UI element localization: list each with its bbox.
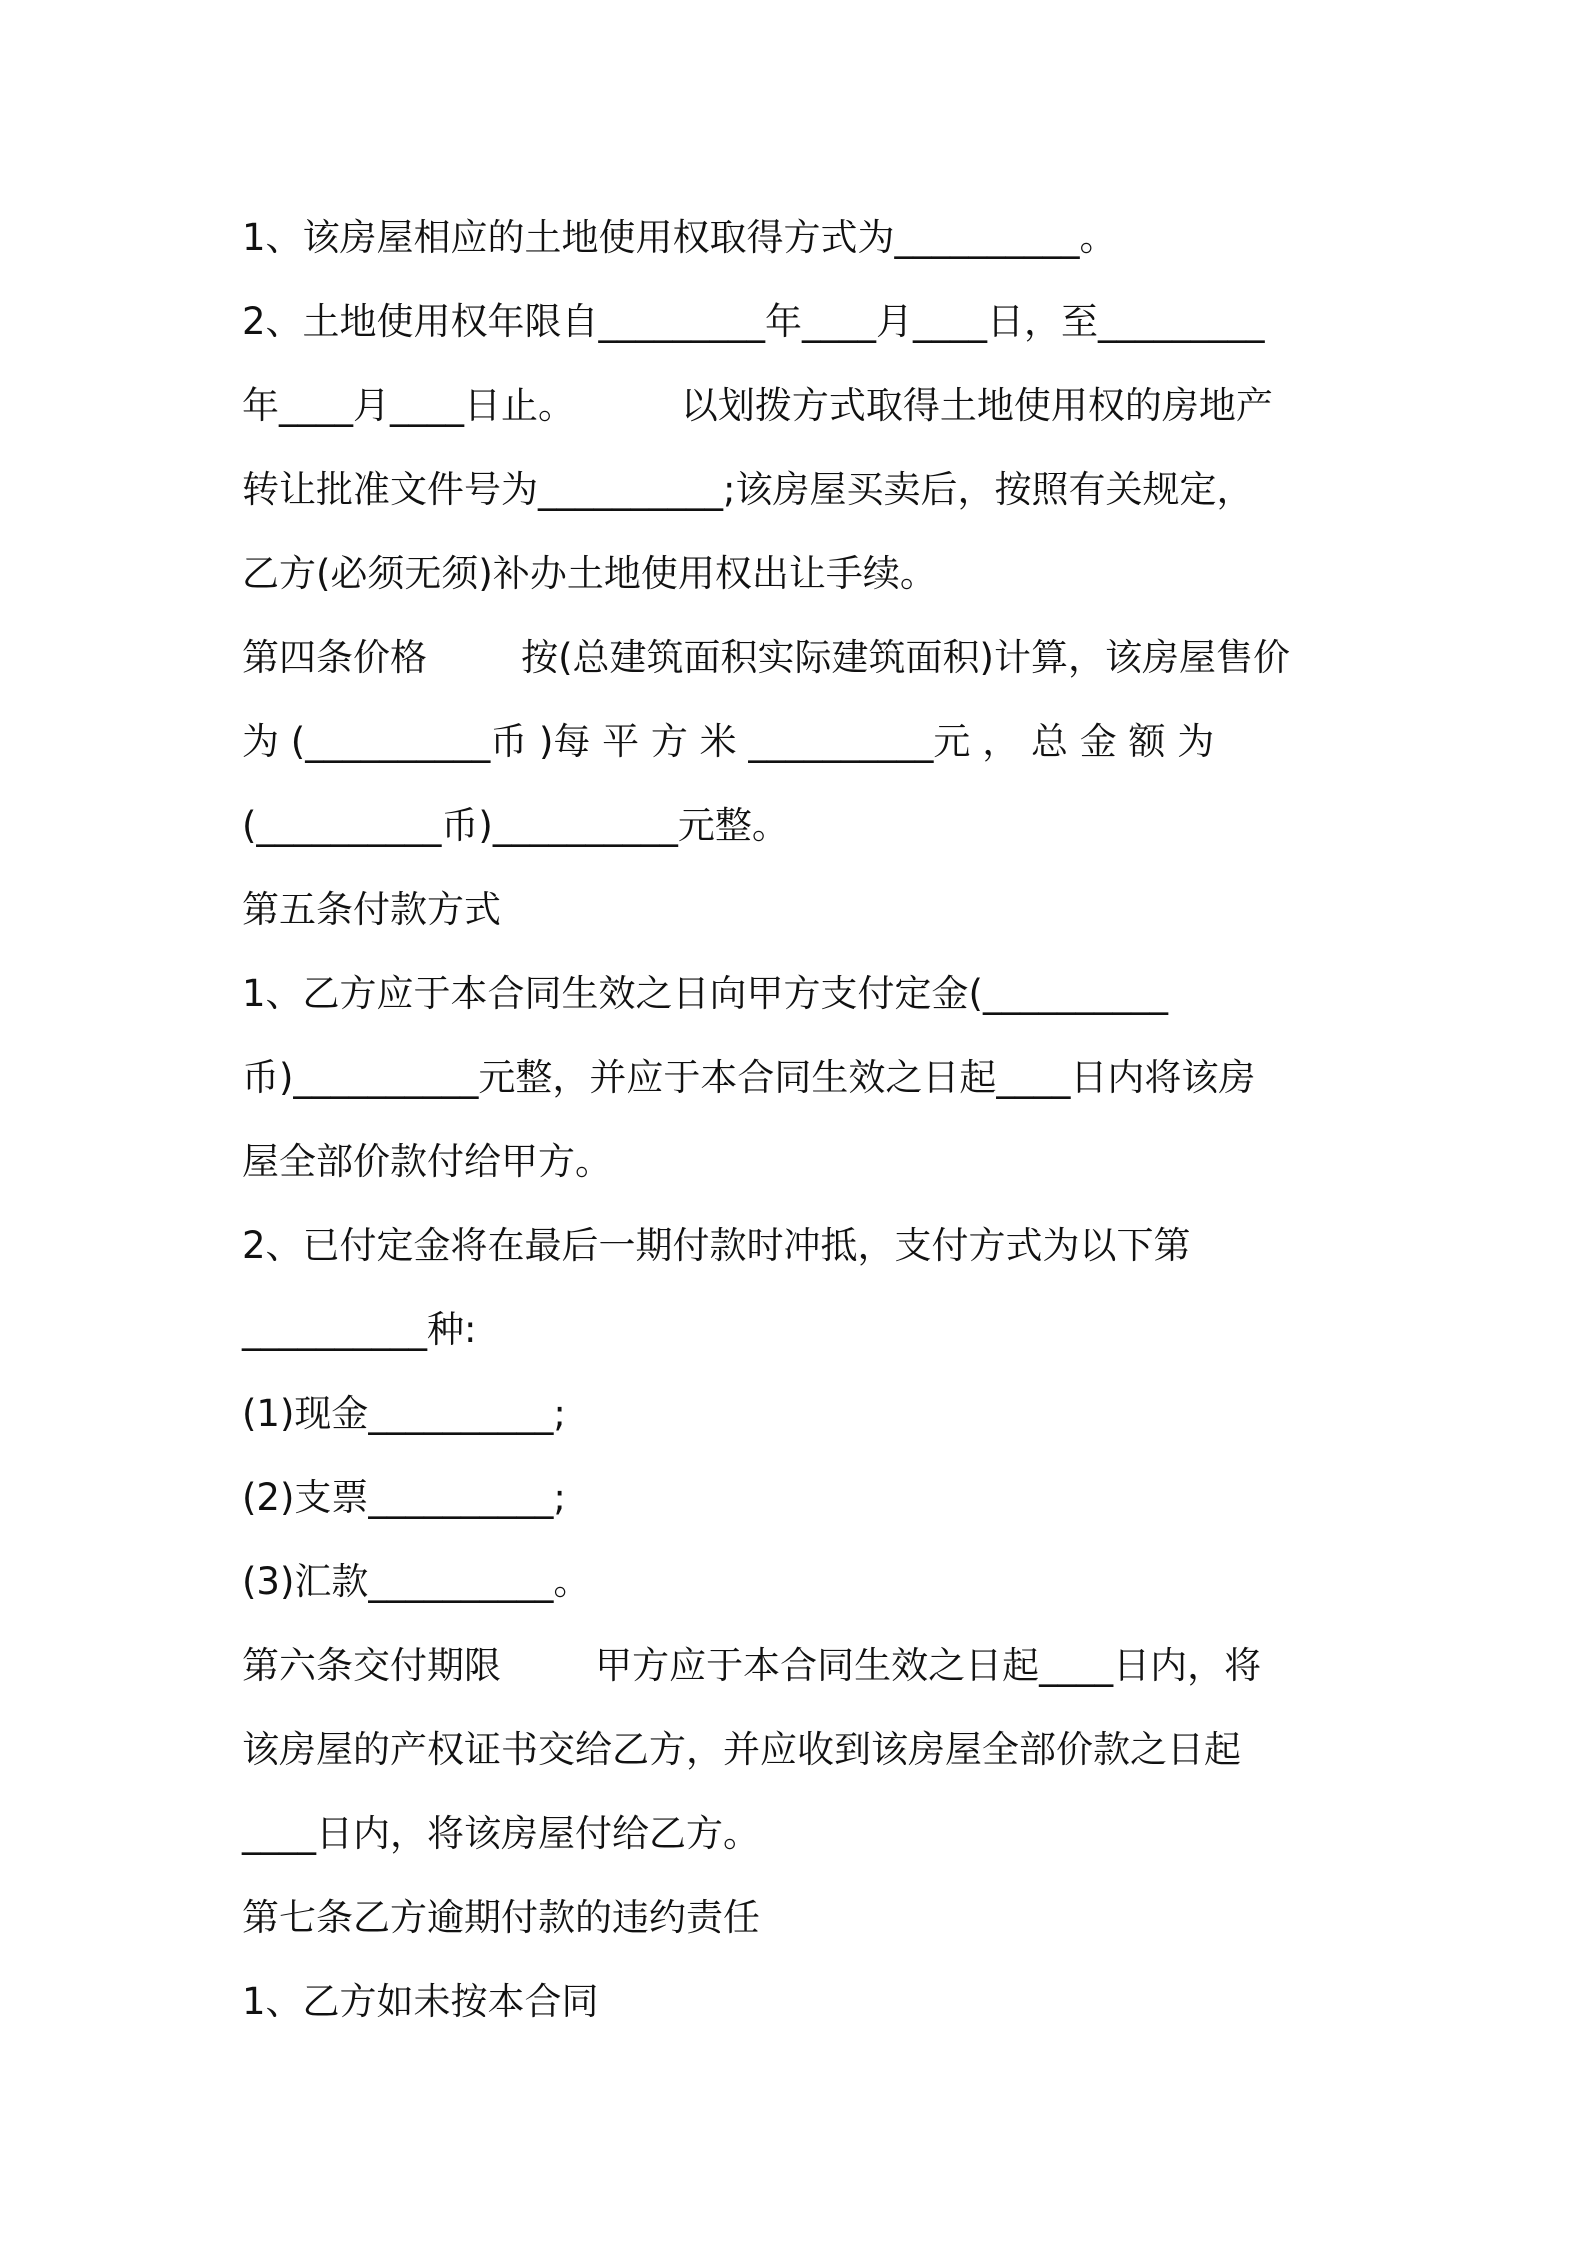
section-heading: 第五条付款方式 bbox=[242, 888, 501, 931]
text-line: 1、该房屋相应的土地使用权取得方式为__________。 bbox=[242, 216, 1117, 259]
text-line: ____日内，将该房屋付给乙方。 bbox=[242, 1812, 760, 1855]
text-line: 2、已付定金将在最后一期付款时冲抵，支付方式为以下第 bbox=[242, 1224, 1191, 1267]
text-line: 年____月____日止。 以划拨方式取得土地使用权的房地产 bbox=[242, 384, 1273, 427]
text-line: __________种: bbox=[242, 1308, 477, 1351]
text-line: (__________币)__________元整。 bbox=[242, 804, 789, 847]
text-line: 2、土地使用权年限自_________年____月____日，至_________ bbox=[242, 300, 1265, 343]
text-line: 第六条交付期限 甲方应于本合同生效之日起____日内，将 bbox=[242, 1644, 1262, 1687]
text-line: 乙方(必须无须)补办土地使用权出让手续。 bbox=[242, 552, 937, 595]
text-line: 币)__________元整，并应于本合同生效之日起____日内将该房 bbox=[242, 1056, 1256, 1099]
text-line: 为 (__________币 )每 平 方 米 __________元 ， 总 金 额 为 bbox=[242, 720, 1215, 763]
text-line: (2)支票__________; bbox=[242, 1476, 566, 1519]
text-line: 该房屋的产权证书交给乙方，并应收到该房屋全部价款之日起 bbox=[242, 1728, 1241, 1771]
text-line: (3)汇款__________。 bbox=[242, 1560, 591, 1603]
text-line: 1、乙方应于本合同生效之日向甲方支付定金(__________ bbox=[242, 972, 1168, 1015]
text-line: 屋全部价款付给甲方。 bbox=[242, 1140, 612, 1183]
text-line: 第四条价格 按(总建筑面积实际建筑面积)计算，该房屋售价 bbox=[242, 636, 1290, 679]
text-line: (1)现金__________; bbox=[242, 1392, 566, 1435]
section-heading: 第七条乙方逾期付款的违约责任 bbox=[242, 1896, 760, 1939]
text-line: 转让批准文件号为__________;该房屋买卖后，按照有关规定， bbox=[242, 468, 1254, 511]
document-body bbox=[242, 196, 1352, 2044]
text-line: 1、乙方如未按本合同 bbox=[242, 1980, 599, 2023]
